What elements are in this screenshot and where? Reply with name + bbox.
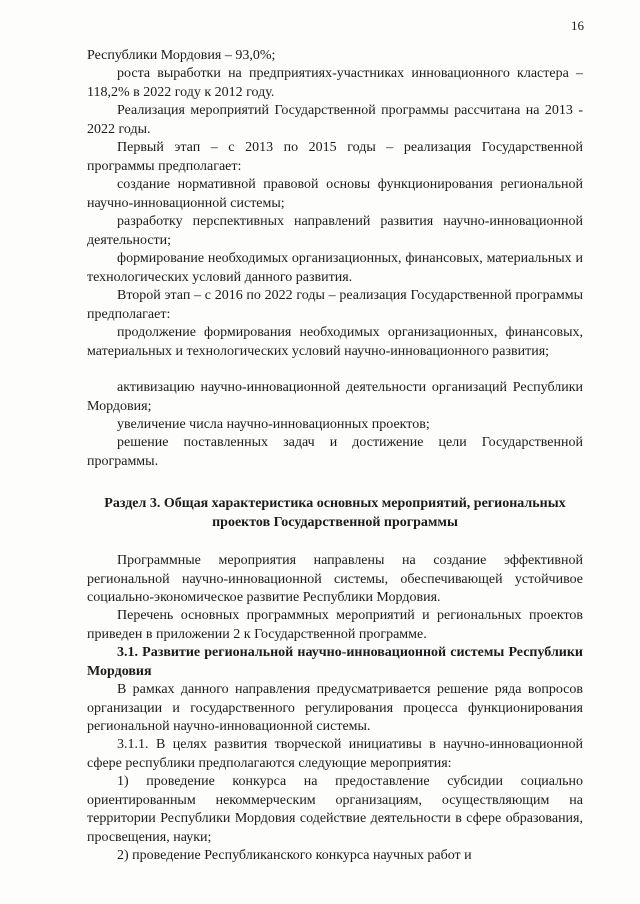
paragraph: В рамках данного направления предусматривается решение ряда вопросов организации и государственного регулирования процесса функционирования региональной научно-инновационной системы.: [87, 682, 583, 734]
page-number: 16: [571, 18, 584, 33]
paragraph: Второй этап – с 2016 по 2022 годы – реализация Государственной программы предполагает:: [87, 288, 583, 322]
paragraph: формирование необходимых организационных, финансовых, материальных и технологических условий данного развития.: [87, 251, 583, 285]
paragraph: создание нормативной правовой основы функционирования региональной научно-инновационной системы;: [87, 177, 583, 211]
paragraph: Перечень основных программных мероприятий и региональных проектов приведен в приложении 2 к Государственной программе.: [87, 608, 583, 642]
paragraph: увеличение числа научно-инновационных проектов;: [117, 417, 430, 432]
paragraph: 2) проведение Республиканского конкурса научных работ и: [117, 848, 472, 863]
section-heading: Раздел 3. Общая характеристика основных мероприятий, региональных проектов Государственной программы: [104, 496, 566, 530]
paragraph: решение поставленных задач и достижение цели Государственной программы.: [87, 435, 583, 469]
paragraph: активизацию научно-инновационной деятельности организаций Республики Мордовия;: [87, 380, 583, 414]
paragraph: 3.1.1. В целях развития творческой инициативы в научно-инновационной сфере республики предполагаются следующие мероприятия:: [87, 737, 583, 771]
paragraph: роста выработки на предприятиях-участниках инновационного кластера – 118,2% в 2022 году к 2012 году.: [87, 66, 583, 100]
paragraph: Республики Мордовия – 93,0%;: [87, 48, 276, 63]
paragraph: Первый этап – с 2013 по 2015 годы – реализация Государственной программы предполагает:: [87, 140, 583, 174]
paragraph: продолжение формирования необходимых организационных, финансовых, материальных и технологических условий научно-инновационного развития;: [87, 325, 583, 359]
paragraph: разработку перспективных направлений развития научно-инновационной деятельности;: [87, 214, 583, 248]
paragraph: Реализация мероприятий Государственной программы рассчитана на 2013 - 2022 годы.: [87, 103, 583, 137]
paragraph: Программные мероприятия направлены на создание эффективной региональной научно-инновационной системы, обеспечивающей устойчивое социально-экономическое развитие Республики Мордовия.: [87, 553, 583, 605]
subsection-heading: 3.1. Развитие региональной научно-инновационной системы Республики Мордовия: [87, 645, 583, 679]
paragraph: 1) проведение конкурса на предоставление субсидии социально ориентированным некоммерческим организациям, осуществляющим на территории Республики Мордовия содействие деятельности в сфере образования, просвещения, науки;: [87, 774, 583, 845]
